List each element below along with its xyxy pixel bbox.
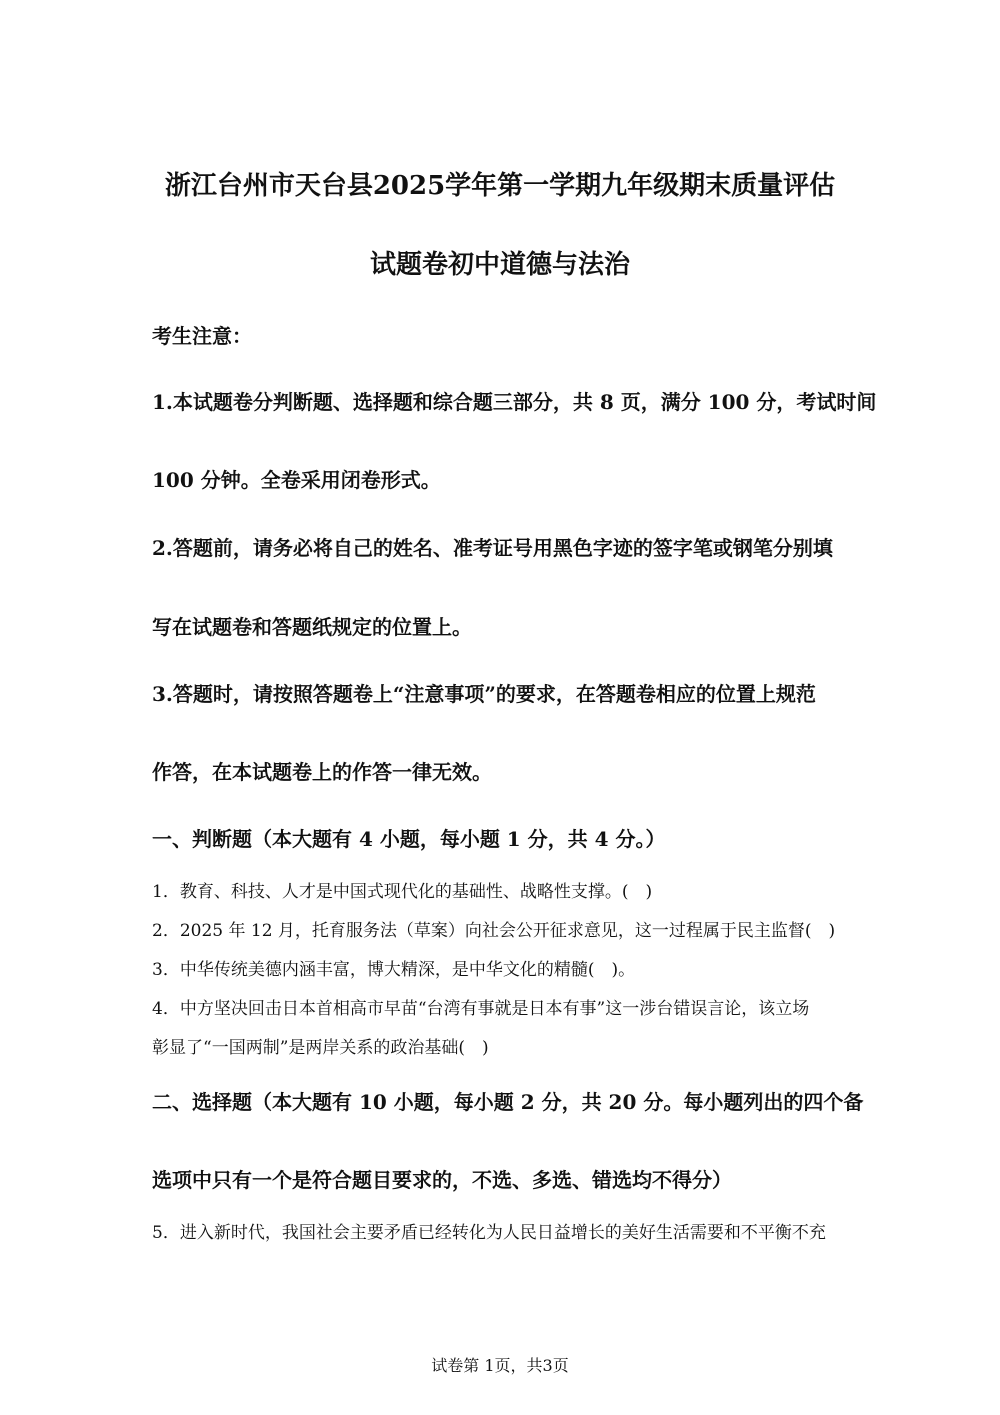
notice-line: 1.本试题卷分判断题、选择题和综合题三部分，共 8 页，满分 100 分，考试时间 <box>152 390 877 414</box>
question-line: 4．中方坚决回击日本首相高市早苗“台湾有事就是日本有事”这一涉台错误言论，该立场 <box>152 999 810 1019</box>
section-2-heading-line: 二、选择题（本大题有 10 小题，每小题 2 分，共 20 分。每小题列出的四个备 <box>152 1090 864 1114</box>
section-1-heading: 一、判断题（本大题有 4 小题，每小题 1 分，共 4 分。） <box>152 827 666 851</box>
document-title-line-2: 试题卷初中道德与法治 <box>369 250 630 280</box>
question-line: 1．教育、科技、人才是中国式现代化的基础性、战略性支撑。( ) <box>152 882 653 902</box>
notice-line: 写在试题卷和答题纸规定的位置上。 <box>152 615 472 639</box>
question-line: 5．进入新时代，我国社会主要矛盾已经转化为人民日益增长的美好生活需要和不平衡不充 <box>152 1223 826 1243</box>
notice-line: 2.答题前，请务必将自己的姓名、准考证号用黑色字迹的签字笔或钢笔分别填 <box>152 536 833 560</box>
notice-line: 3.答题时，请按照答题卷上“注意事项”的要求，在答题卷相应的位置上规范 <box>152 682 816 706</box>
question-line: 3．中华传统美德内涵丰富，博大精深，是中华文化的精髓( )。 <box>152 960 636 980</box>
notice-line: 100 分钟。全卷采用闭卷形式。 <box>152 468 441 492</box>
document-title-line-1: 浙江台州市天台县2025学年第一学期九年级期末质量评估 <box>164 171 836 201</box>
notice-line: 作答，在本试题卷上的作答一律无效。 <box>152 760 492 784</box>
page-footer: 试卷第 1页，共3页 <box>431 1356 569 1375</box>
section-2-heading-line: 选项中只有一个是符合题目要求的，不选、多选、错选均不得分） <box>152 1168 732 1192</box>
notice-heading: 考生注意： <box>152 324 252 348</box>
question-line: 彰显了“一国两制”是两岸关系的政治基础( ) <box>152 1038 489 1058</box>
question-line: 2．2025 年 12 月，托育服务法（草案）向社会公开征求意见，这一过程属于民主监督( ) <box>152 921 836 941</box>
